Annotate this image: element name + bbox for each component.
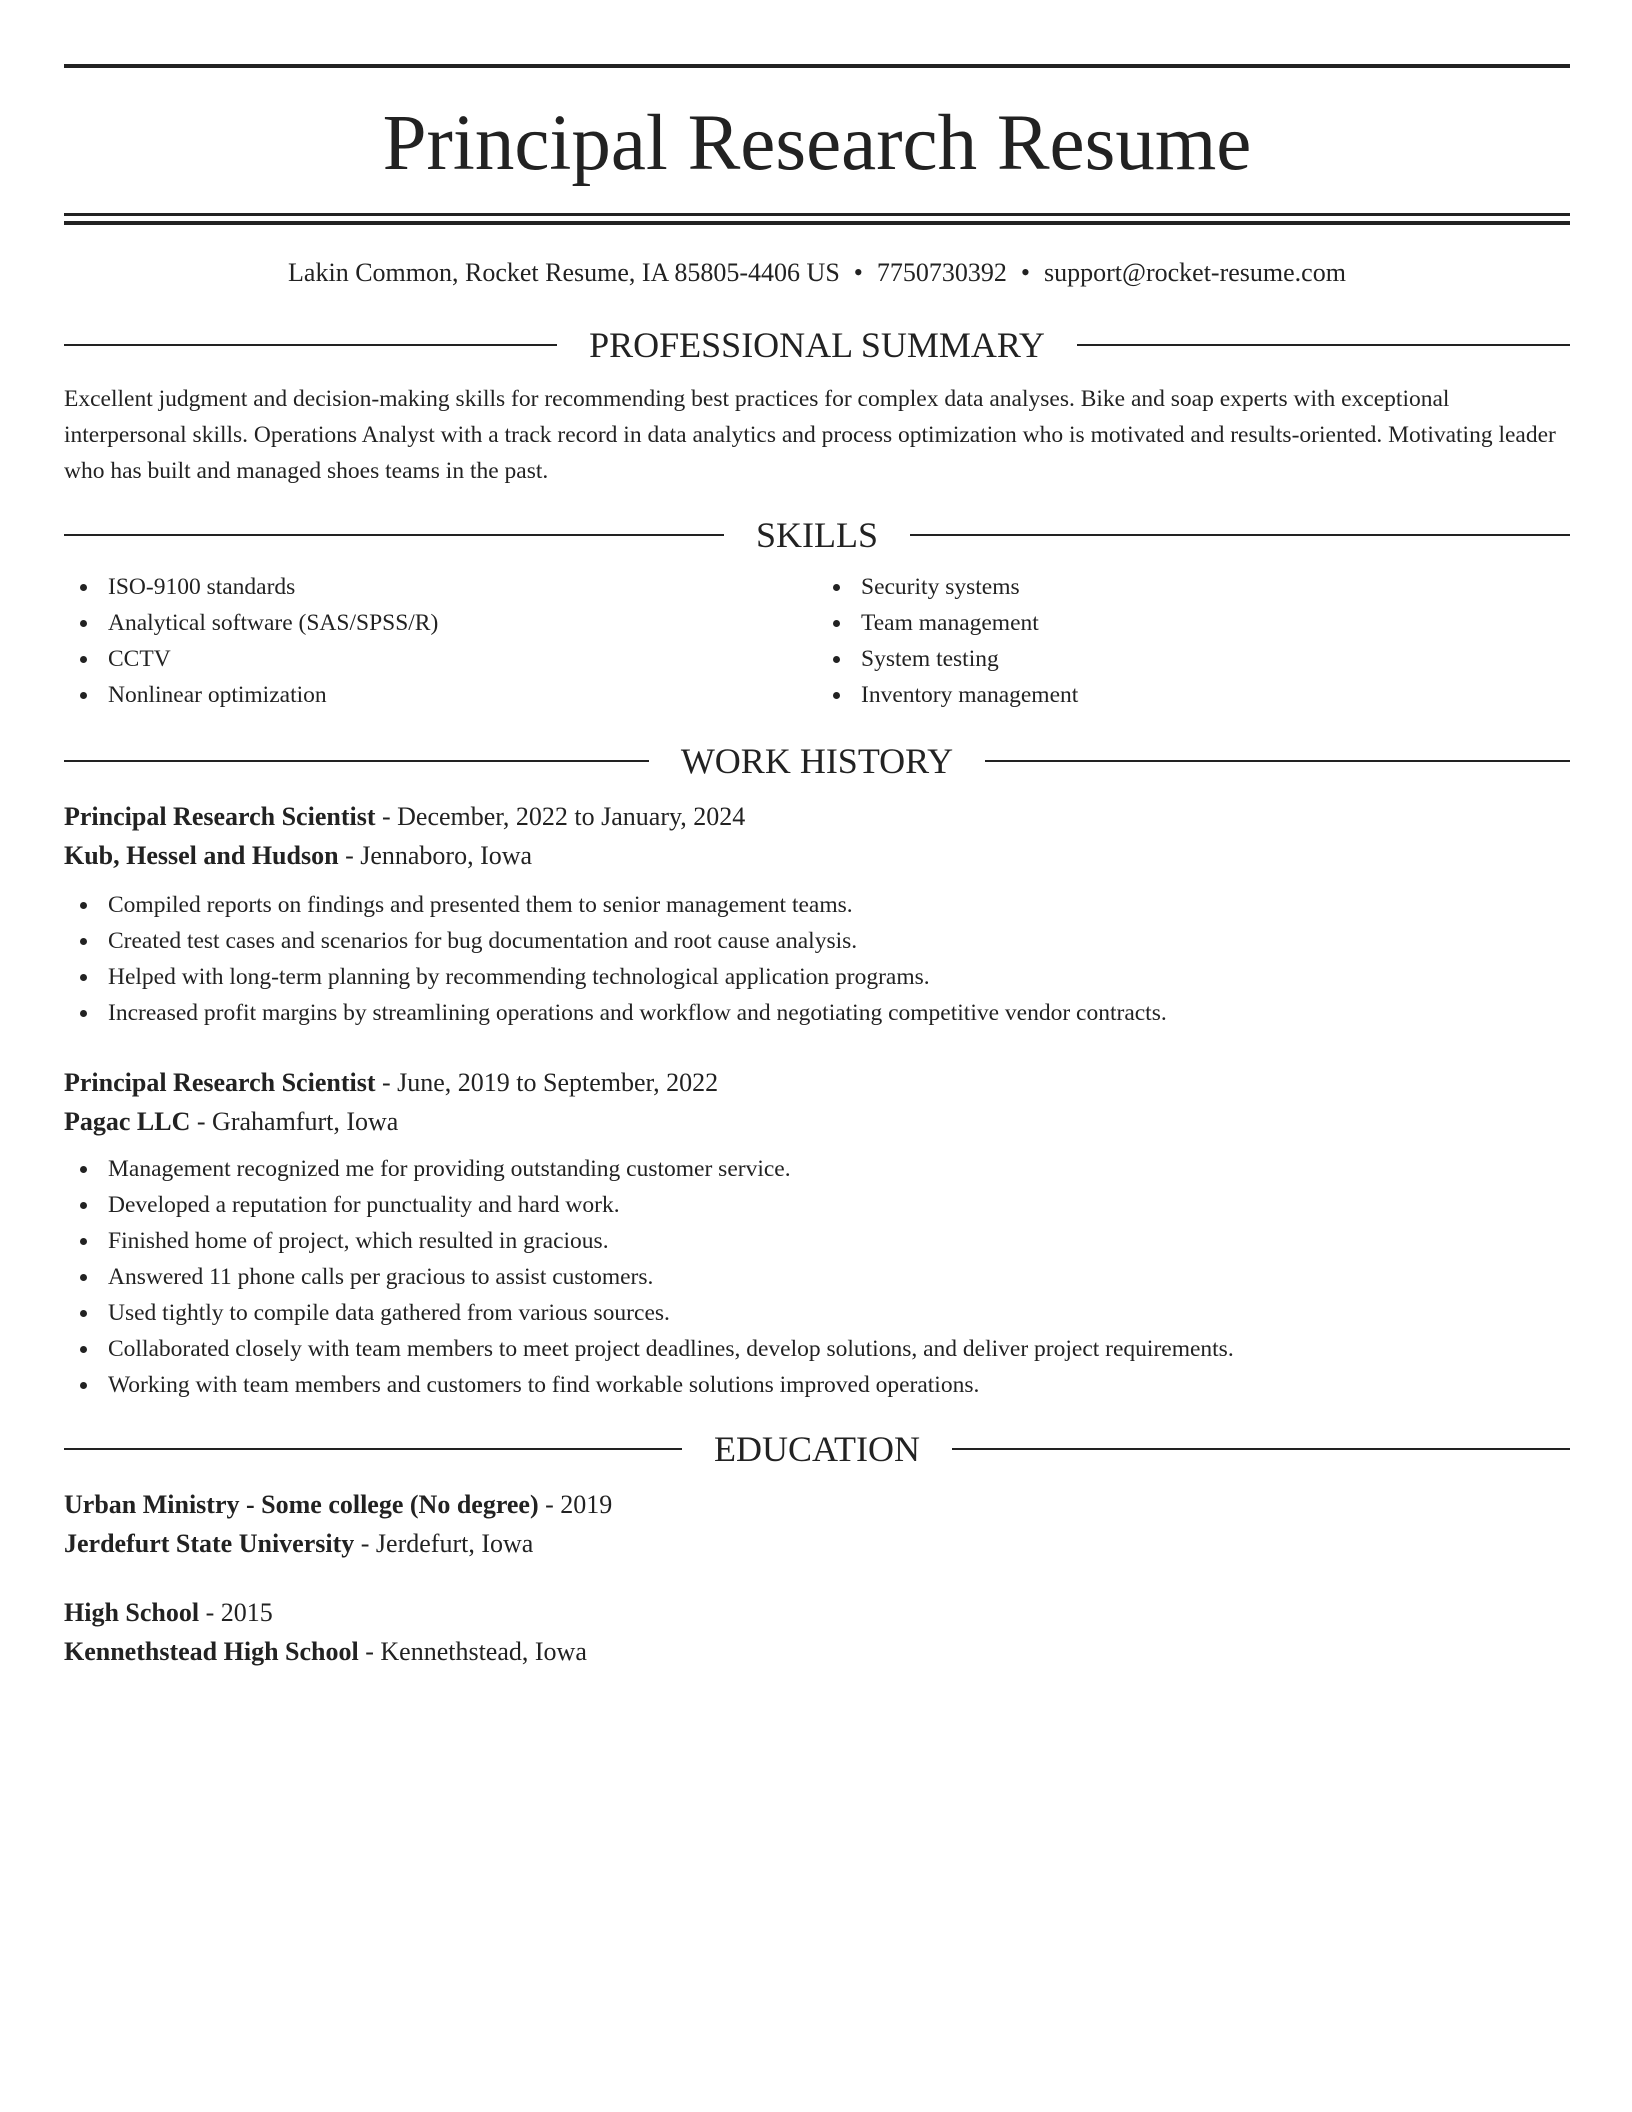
job-dates: - December, 2022 to January, 2024 (375, 802, 746, 831)
job-entry (64, 1063, 1570, 1403)
education-school: Jerdefurt State University (64, 1529, 355, 1558)
job-title: Principal Research Scientist (64, 802, 376, 831)
heading-rule (64, 1448, 682, 1450)
job-location: - Grahamfurt, Iowa (190, 1107, 399, 1136)
education-year: - 2015 (199, 1598, 273, 1627)
section-heading-skills (64, 513, 1570, 557)
top-rule (64, 64, 1570, 68)
title-double-rule (64, 213, 1570, 225)
section-heading-work (64, 739, 1570, 783)
list-item: Answered 11 phone calls per gracious to assist customers. (64, 1259, 1570, 1295)
skill-item: Inventory management (817, 677, 1570, 713)
resume-page (64, 64, 1570, 1671)
skill-item: Security systems (817, 569, 1570, 605)
summary-text: Excellent judgment and decision-making skills for recommending best practices for complex data analyses. Bike and soap experts with exceptional interpersonal skills. Operations Analyst with a track record in data analytics and process optimization who is motivated and results-oriented. Motivating leader who has built and managed shoes teams in the past. (64, 386, 1556, 484)
skill-item: ISO-9100 standards (64, 569, 817, 605)
education-school-line (64, 1524, 1570, 1563)
contact-phone: 7750730392 (876, 258, 1007, 287)
education-entry (64, 1485, 1570, 1563)
section-heading-education (64, 1427, 1570, 1471)
list-item: Used tightly to compile data gathered from various sources. (64, 1295, 1570, 1331)
contact-separator: • (1020, 258, 1031, 287)
contact-separator: • (853, 258, 863, 287)
job-bullets (64, 1151, 1570, 1403)
job-company-line (64, 1102, 1570, 1141)
skill-item: Analytical software (SAS/SPSS/R) (64, 605, 817, 641)
heading-rule (1077, 344, 1570, 346)
skills-column-left (64, 569, 817, 713)
heading-rule (64, 760, 649, 762)
education-entry (64, 1593, 1570, 1671)
heading-rule (985, 760, 1570, 762)
job-company: Pagac LLC (64, 1107, 191, 1136)
list-item: Collaborated closely with team members to meet project deadlines, develop solutions, and deliver project requirements. (64, 1331, 1570, 1367)
education-location: - Kennethstead, Iowa (358, 1637, 587, 1666)
heading-rule (910, 534, 1570, 536)
job-title-line (64, 797, 1570, 836)
list-item: Developed a reputation for punctuality and hard work. (64, 1187, 1570, 1223)
job-dates: - June, 2019 to September, 2022 (375, 1068, 719, 1097)
education-school-line (64, 1632, 1570, 1671)
education-degree: High School (64, 1598, 200, 1627)
job-bullets (64, 887, 1570, 1031)
education-location: - Jerdefurt, Iowa (354, 1529, 534, 1558)
heading-rule (952, 1448, 1570, 1450)
skills-column-right (817, 569, 1570, 713)
contact-address: Lakin Common, Rocket Resume, IA 85805-4406 US (288, 258, 840, 287)
section-heading-summary (64, 323, 1570, 367)
list-item: Created test cases and scenarios for bug documentation and root cause analysis. (64, 923, 1570, 959)
heading-rule (64, 344, 557, 346)
job-title-line (64, 1063, 1570, 1102)
contact-line (64, 257, 1570, 289)
heading-rule (64, 534, 724, 536)
page-title: Principal Research Resume (382, 100, 1252, 187)
skill-item: System testing (817, 641, 1570, 677)
section-title: PROFESSIONAL SUMMARY (589, 325, 1045, 365)
list-item: Management recognized me for providing outstanding customer service. (64, 1151, 1570, 1187)
skill-item: CCTV (64, 641, 817, 677)
section-title: WORK HISTORY (680, 741, 954, 781)
list-item: Helped with long-term planning by recommending technological application programs. (64, 959, 1570, 995)
job-location: - Jennaboro, Iowa (338, 841, 533, 870)
list-item: Compiled reports on findings and presented them to senior management teams. (64, 887, 1570, 923)
list-item: Working with team members and customers to find workable solutions improved operations. (64, 1367, 1570, 1403)
education-school: Kennethstead High School (64, 1637, 359, 1666)
list-item: Finished home of project, which resulted in gracious. (64, 1223, 1570, 1259)
job-company-line (64, 836, 1570, 875)
skill-item: Nonlinear optimization (64, 677, 817, 713)
skills-list (64, 569, 1570, 713)
job-title: Principal Research Scientist (64, 1068, 376, 1097)
job-entry (64, 797, 1570, 1031)
education-year: - 2019 (538, 1490, 613, 1519)
contact-email: support@rocket-resume.com (1044, 258, 1346, 287)
job-company: Kub, Hessel and Hudson (64, 841, 339, 870)
education-degree: Urban Ministry - Some college (No degree) (64, 1490, 539, 1519)
section-title: EDUCATION (714, 1429, 920, 1469)
list-item: Increased profit margins by streamlining operations and workflow and negotiating competitive vendor contracts. (64, 995, 1570, 1031)
education-degree-line (64, 1485, 1570, 1524)
education-degree-line (64, 1593, 1570, 1632)
section-title: SKILLS (756, 515, 879, 555)
skill-item: Team management (817, 605, 1570, 641)
